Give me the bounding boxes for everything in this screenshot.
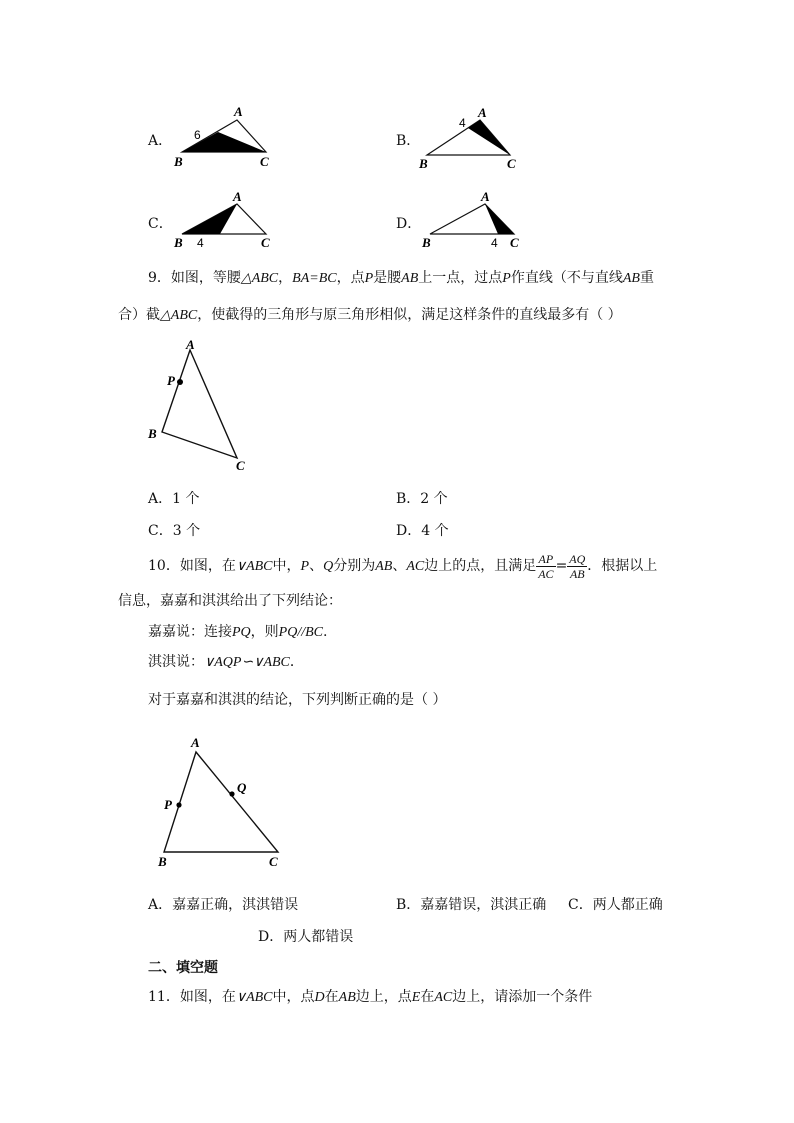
q10-option-b[interactable]: B．嘉嘉错误，淇淇正确 <box>396 897 547 913</box>
vertex-a-label: A <box>233 189 242 204</box>
math-run: ∨AQP∽∨ABC <box>204 655 290 670</box>
math-run: P <box>502 271 511 286</box>
point-q-label: Q <box>237 780 247 795</box>
vertex-a-label: A <box>191 735 200 750</box>
vertex-b-label: B <box>158 854 167 869</box>
math-run: △ABC <box>240 271 279 286</box>
denominator: AB <box>569 566 585 581</box>
math-run: E <box>411 990 421 1005</box>
q10-stem-line-2: 信息，嘉嘉和淇淇给出了下列结论： <box>118 593 342 609</box>
math-run: BA=BC <box>292 271 337 286</box>
math-run: ∨ABC <box>235 990 273 1005</box>
text-run: 在 <box>420 989 435 1005</box>
text-run: 重 <box>639 270 654 286</box>
point-p-label: P <box>167 373 175 388</box>
vertex-a-label: A <box>234 104 243 119</box>
q9-option-a[interactable]: A．1 个 <box>148 491 200 507</box>
math-run: P <box>300 559 310 574</box>
math-run: AC <box>434 990 453 1005</box>
math-run: ∨ABC <box>235 559 273 574</box>
text-run: 淇淇说： <box>148 654 204 670</box>
q9-option-d[interactable]: D．4 个 <box>396 523 449 539</box>
vertex-c-label: C <box>269 854 278 869</box>
vertex-b-label: B <box>419 156 428 171</box>
vertex-a-label: A <box>186 337 195 352</box>
fraction-ap-ac <box>536 552 555 581</box>
q10-option-d[interactable]: D．两人都错误 <box>258 929 354 945</box>
text-run: 在 <box>324 989 339 1005</box>
option-label: B． <box>396 133 421 149</box>
equals-sign: = <box>555 558 568 574</box>
q8-figure-d <box>418 186 533 254</box>
numerator: AQ <box>569 551 586 566</box>
q10-option-a[interactable]: A．嘉嘉正确，淇淇错误 <box>148 897 299 913</box>
math-run: AB <box>338 990 356 1005</box>
q8-figure-c <box>170 186 280 254</box>
math-run: PQ//BC <box>278 625 324 640</box>
text-run: 分别为 <box>333 558 376 574</box>
side-length-label: 4 <box>197 236 204 250</box>
text-run: . <box>323 624 328 640</box>
triangle-abc <box>427 120 510 155</box>
point-p-label: P <box>164 797 172 812</box>
side-length-label: 6 <box>194 128 201 142</box>
vertex-c-label: C <box>236 458 245 473</box>
math-run: AC <box>406 559 425 574</box>
math-run: D <box>314 990 325 1005</box>
math-run: Q <box>323 559 334 574</box>
q8-figure-b <box>415 100 530 172</box>
vertex-a-label: A <box>481 189 490 204</box>
text-run: ， <box>278 270 293 286</box>
shaded-triangle <box>468 120 510 155</box>
text-run: 11．如图，在 <box>148 989 236 1005</box>
point-q <box>229 791 234 796</box>
text-run: 9．如图，等腰 <box>148 270 241 286</box>
fraction-aq-ab <box>567 552 587 581</box>
q9-figure <box>140 335 260 475</box>
q10-qiqi-statement <box>148 652 304 673</box>
text-run: 边上，点 <box>355 989 412 1005</box>
math-run: AB <box>375 559 393 574</box>
vertex-b-label: B <box>422 235 431 250</box>
text-run: 上一点，过点 <box>418 270 503 286</box>
shaded-triangle <box>182 204 237 234</box>
q11-stem-line-1 <box>148 987 592 1008</box>
text-run: ．根据以上 <box>587 558 658 574</box>
math-run: PQ <box>232 625 251 640</box>
text-run: 嘉嘉说：连接 <box>148 624 232 640</box>
numerator: AP <box>536 552 555 567</box>
vertex-c-label: C <box>510 235 519 250</box>
vertex-c-label: C <box>507 156 516 171</box>
text-run: 10．如图，在 <box>148 558 236 574</box>
option-label: D． <box>396 216 422 232</box>
text-run: ，则 <box>250 624 279 640</box>
vertex-a-label: A <box>478 105 487 120</box>
text-run: 、 <box>309 558 324 574</box>
q10-stem-line-1 <box>148 551 657 582</box>
denominator: AC <box>538 566 554 581</box>
q9-stem-line-2 <box>118 305 622 326</box>
option-label: A． <box>148 133 173 149</box>
text-run: 是腰 <box>373 270 402 286</box>
text-run: 边上的点，且满足 <box>424 558 537 574</box>
vertex-b-label: B <box>174 154 183 169</box>
text-run: 、 <box>392 558 407 574</box>
q10-question-line: 对于嘉嘉和淇淇的结论，下列判断正确的是（ ） <box>148 692 447 708</box>
vertex-c-label: C <box>260 154 269 169</box>
option-label: C． <box>148 216 173 232</box>
side-length-label: 4 <box>491 236 498 250</box>
q9-stem-line-1 <box>148 268 654 289</box>
vertex-b-label: B <box>148 426 157 441</box>
text-run: 作直线（不与直线 <box>510 270 623 286</box>
vertex-c-label: C <box>261 235 270 250</box>
q10-jiajia-statement <box>148 622 327 643</box>
side-length-label: 4 <box>459 116 466 130</box>
q10-figure <box>150 730 290 870</box>
text-run: ，点 <box>336 270 365 286</box>
triangle-abc <box>162 350 237 458</box>
vertex-b-label: B <box>174 235 183 250</box>
text-run: 中，点 <box>272 989 315 1005</box>
point-p <box>177 379 183 385</box>
point-p <box>176 802 181 807</box>
text-run: 中， <box>272 558 301 574</box>
section-heading-fill-in: 二、填空题 <box>148 960 218 976</box>
q8-figure-a <box>170 100 280 172</box>
q10-option-c[interactable]: C．两人都正确 <box>568 897 663 913</box>
text-run: ． <box>289 654 304 670</box>
text-run: 边上，请添加一个条件 <box>452 989 593 1005</box>
q9-option-b[interactable]: B．2 个 <box>396 491 448 507</box>
q9-option-c[interactable]: C．3 个 <box>148 523 201 539</box>
triangle-abc <box>164 752 278 852</box>
text-run: 合）截 <box>118 307 160 323</box>
text-run: ，使截得的三角形与原三角形相似，满足这样条件的直线最多有（ ） <box>197 307 622 323</box>
math-run: AB <box>622 271 640 286</box>
math-run: P <box>364 271 374 286</box>
math-run: △ABC <box>160 308 198 323</box>
math-run: AB <box>401 271 419 286</box>
